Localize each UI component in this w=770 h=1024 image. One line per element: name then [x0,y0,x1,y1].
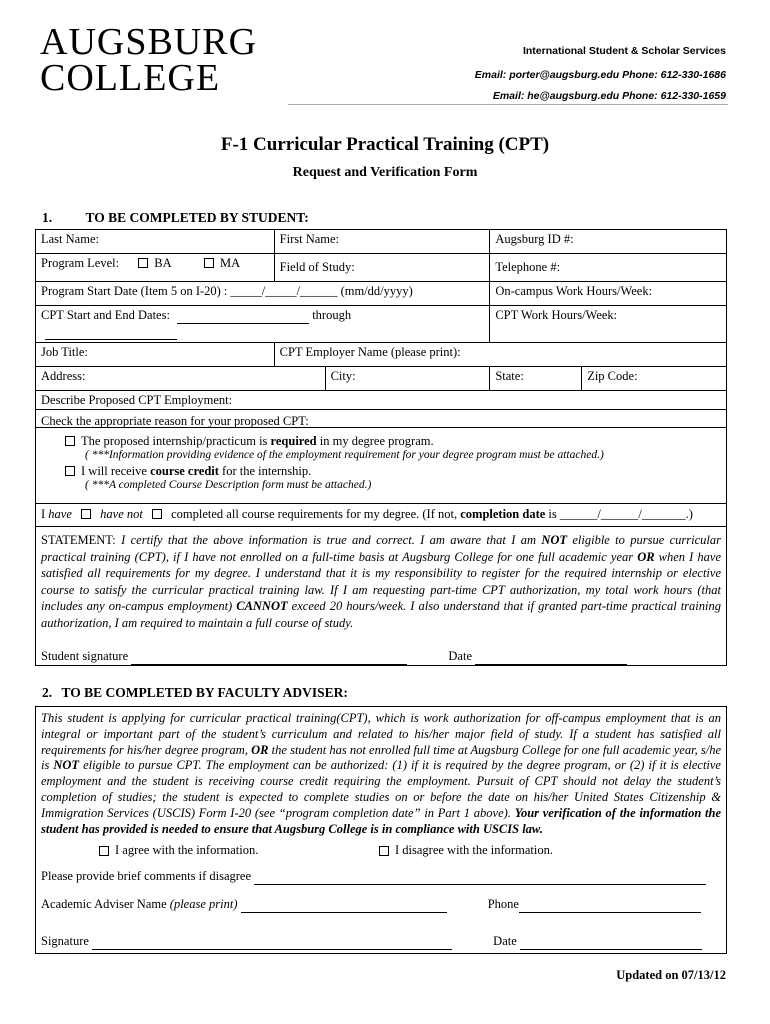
cpt-end-line[interactable] [45,324,177,340]
ba-checkbox[interactable] [138,258,148,268]
ba-label: BA [154,256,171,270]
cpt-hours-label: CPT Work Hours/Week: [495,308,618,322]
student-info-table [35,229,727,428]
employer-name-field[interactable] [274,343,726,367]
required-checkbox[interactable] [65,436,75,446]
cpt-start-line[interactable] [177,308,309,324]
student-signature-line[interactable] [131,649,407,665]
phone-line[interactable] [519,897,701,913]
opt2-note: ( ***A completed Course Description form must be attached.) [85,479,372,491]
student-signature-label: Student signature [41,649,129,663]
have-label: have [48,507,72,521]
updated-date: Updated on 07/13/12 [616,968,726,982]
phone-label: Phone [487,897,519,912]
adviser-box [35,706,727,954]
student-date-line[interactable] [475,649,627,665]
statement-not: NOT [541,533,568,547]
job-title-field[interactable] [36,343,275,367]
statement-paragraph [41,532,721,631]
adviser-name-line[interactable] [241,897,447,913]
field-of-study-field[interactable] [274,254,490,282]
job-title-label: Job Title: [41,345,88,359]
agree-option [99,843,258,858]
program-start-date-field[interactable] [36,282,490,306]
adviser-date-line[interactable] [520,934,702,950]
college-logo-line1: AUGSBURG [40,21,258,63]
opt2-text-b: course credit [150,464,219,478]
adviser-not: NOT [53,758,80,773]
comments-label: Please provide brief comments if disagree [41,869,251,884]
adviser-date-label: Date [493,934,517,949]
student-signature-row [41,649,721,665]
comments-line[interactable] [254,869,706,885]
field-of-study-label: Field of Study: [279,260,355,274]
oncampus-hours-field[interactable] [490,282,727,306]
address-field[interactable] [36,367,326,391]
zip-label: Zip Code: [587,369,638,383]
statement-p4: exceed 20 hours/week. I also understand that if granted part-time practical training authorization, I am required to maintain a full course of study. [41,599,721,630]
statement-cannot: CANNOT [236,599,288,613]
reason-prompt: Check the appropriate reason for your proposed CPT: [41,414,309,428]
adviser-signature-row [41,934,721,950]
agree-checkbox[interactable] [99,846,109,856]
describe-label: Describe Proposed CPT Employment: [41,393,233,407]
adviser-name-row [41,897,721,913]
disagree-label: I disagree with the information. [395,843,553,858]
section-1-label: TO BE COMPLETED BY STUDENT: [85,210,309,225]
adviser-p3: eligible to pursue CPT. The employment can be authorized: (1) if it is required by the degree program, or (2) if it is elective employment and the student is receiving course credit requiring the employment. Pursuit of CPT should not delay the student’s completion of studies; the student is expected to complete studies on or before the date on his/her United States Citizenship & Immigration Services (USCIS) Form I-20 (see “program completion date” in Part 1 above). [41,758,721,820]
adviser-p2: the student has not enrolled full time at Augsburg College for one full academic year, s/he is [41,742,721,773]
adviser-p1: This student is applying for curricular practical training(CPT), which is work authorization for off-campus employment that is an integral or important part of the student’s curriculum and related to his/her major field of study. If a student has satisfied all requirements for his/her degree program, [41,711,721,757]
header-divider [288,104,728,105]
section-1-heading [42,210,309,226]
adviser-or: OR [251,742,269,757]
first-name-field[interactable] [274,230,490,254]
telephone-field[interactable] [490,254,727,282]
adviser-paragraph [41,711,721,837]
section-2-number: 2. [42,685,53,700]
cpt-dates-label: CPT Start and End Dates: [41,308,170,322]
section-2-heading [42,685,348,701]
disagree-checkbox[interactable] [379,846,389,856]
form-subtitle: Request and Verification Form [292,165,478,180]
adviser-bold: Your verification of the information the student has provided is needed to ensure that Augsburg College is in compliance with USCIS law. [41,805,721,836]
college-logo-line2: COLLEGE [40,57,221,99]
ma-label: MA [220,256,241,270]
oncampus-hours-label: On-campus Work Hours/Week: [495,284,653,298]
contact-line-2: Email: he@augsburg.edu Phone: 612-330-1659 [492,90,726,102]
augsburg-id-field[interactable] [490,230,727,254]
reason-option-credit [65,464,721,479]
zip-field[interactable] [582,367,727,391]
last-name-label: Last Name: [41,232,99,246]
cpt-hours-field[interactable] [490,306,727,343]
program-level-label: Program Level: [41,256,120,270]
cpt-dates-field[interactable] [36,306,490,343]
credit-checkbox[interactable] [65,466,75,476]
first-name-label: First Name: [279,232,340,246]
ma-checkbox[interactable] [204,258,214,268]
opt2-text-c: for the internship. [218,464,312,478]
statement-label: STATEMENT: [41,533,116,547]
city-field[interactable] [325,367,490,391]
through-label: through [312,308,352,322]
adviser-name-label: Academic Adviser Name [41,897,167,912]
comments-row [41,869,721,885]
have-checkbox[interactable] [81,509,91,519]
student-date-label: Date [448,649,472,663]
agree-label: I agree with the information. [115,843,259,858]
cpt-reason-box [35,409,727,504]
employer-label: CPT Employer Name (please print): [279,345,461,359]
opt1-text-a: The proposed internship/practicum is [81,434,271,448]
statement-p2: eligible to pursue curricular practical training (CPT), if I have not enrolled on a full-time basis at Augsburg College for one full academic year [41,533,721,564]
address-label: Address: [41,369,86,383]
reason-option-required [65,434,721,449]
telephone-label: Telephone #: [495,260,561,274]
completion-box [35,503,727,527]
augsburg-id-label: Augsburg ID #: [495,232,574,246]
opt2-text-a: I will receive [81,464,151,478]
last-name-field[interactable] [36,230,275,254]
completion-i: I [41,507,46,521]
opt1-text-c: in my degree program. [316,434,434,448]
completion-text: completed all course requirements for my degree. (If not, [171,507,461,521]
have-not-label: have not [100,507,143,521]
please-print-label: (please print) [169,897,238,912]
opt1-text-b: required [270,434,317,448]
adviser-signature-line[interactable] [92,934,452,950]
program-start-label: Program Start Date (Item 5 on I-20) : _____/_____/______ (mm/dd/yyyy) [41,284,413,298]
have-not-checkbox[interactable] [152,509,162,519]
agree-row [41,843,721,861]
statement-box [35,526,727,666]
statement-p3: when I have satisfied all requirements for my degree. I understand that it is my responsibility to register for the required internship or elective course to satisfy the curricular practical training law. If I am requesting part-time CPT authorization, my total work hours (that includes any on-campus employment) [41,549,721,613]
section-1-number: 1. [42,210,53,225]
statement-p1: I certify that the above information is true and correct. I am aware that I am [115,533,542,547]
state-field[interactable] [490,367,582,391]
section-2-label: TO BE COMPLETED BY FACULTY ADVISER: [61,685,348,700]
adviser-signature-label: Signature [41,934,89,949]
completion-date-label: completion date [460,507,546,521]
state-label: State: [495,369,524,383]
opt1-note: ( ***Information providing evidence of the employment requirement for your degree program must be attached.) [85,449,604,461]
city-label: City: [330,369,356,383]
statement-or: OR [637,549,655,564]
contact-line-1: Email: porter@augsburg.edu Phone: 612-330-1686 [474,69,726,81]
completion-date-blank[interactable]: is ______/______/_______.) [545,507,693,521]
disagree-option [379,843,553,858]
office-name: International Student & Scholar Services [522,45,726,57]
program-level-field [36,254,275,282]
form-title: F-1 Curricular Practical Training (CPT) [220,134,550,155]
